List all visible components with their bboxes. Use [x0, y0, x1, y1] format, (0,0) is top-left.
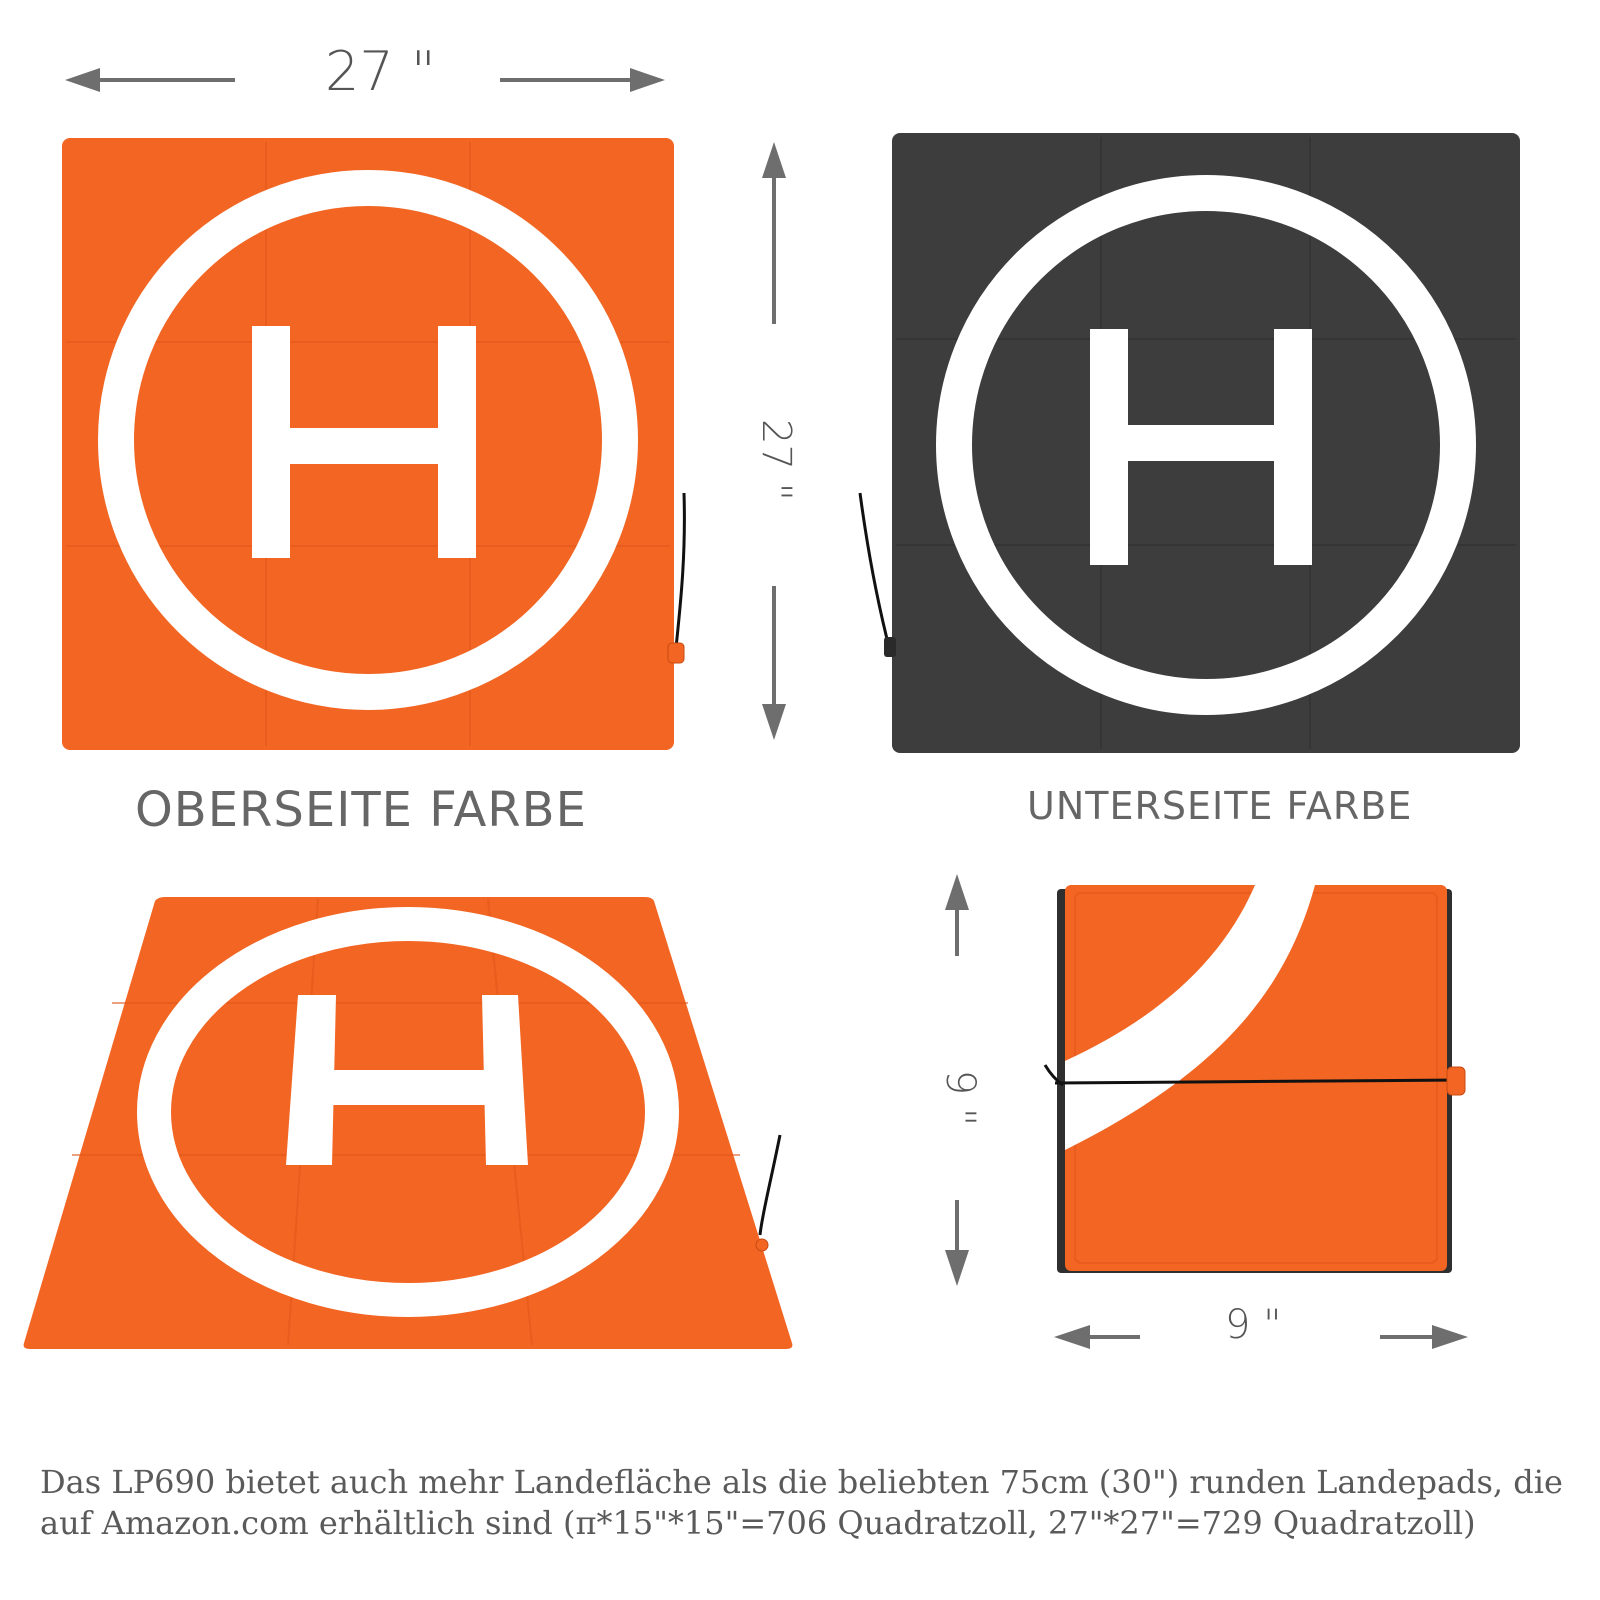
description-text: Das LP690 bietet auch mehr Landefläche als die beliebten 75cm (30") runden Landepads, die auf Amazon.com erhältlich sind (π*15"*15"=706 Quadratzoll, 27"*27"=729 Quadratzoll) [40, 1463, 1563, 1542]
arrow-down-icon [945, 1200, 969, 1286]
arrow-left-icon [65, 68, 235, 92]
dark-landing-pad [850, 133, 1540, 758]
folded-width-label: 9 " [1225, 1302, 1282, 1348]
arrow-left-icon [1054, 1325, 1140, 1349]
top-side-caption: OBERSEITE FARBE [135, 782, 587, 838]
perspective-landing-pad [20, 895, 800, 1355]
arrow-down-icon [762, 586, 786, 740]
folded-landing-pad [1035, 885, 1495, 1285]
top-height-label: 27 " [753, 418, 799, 502]
elastic-strap-dark [860, 493, 896, 657]
top-width-label: 27 " [325, 40, 436, 103]
perspective-strap [756, 1135, 780, 1251]
bottom-side-caption: UNTERSEITE FARBE [1027, 784, 1413, 828]
arrow-up-icon [945, 874, 969, 956]
folded-height-label: 9 " [937, 1069, 983, 1127]
arrow-up-icon [762, 142, 786, 324]
orange-landing-pad [62, 138, 700, 753]
arrow-right-icon [500, 68, 665, 92]
arrow-right-icon [1380, 1325, 1468, 1349]
